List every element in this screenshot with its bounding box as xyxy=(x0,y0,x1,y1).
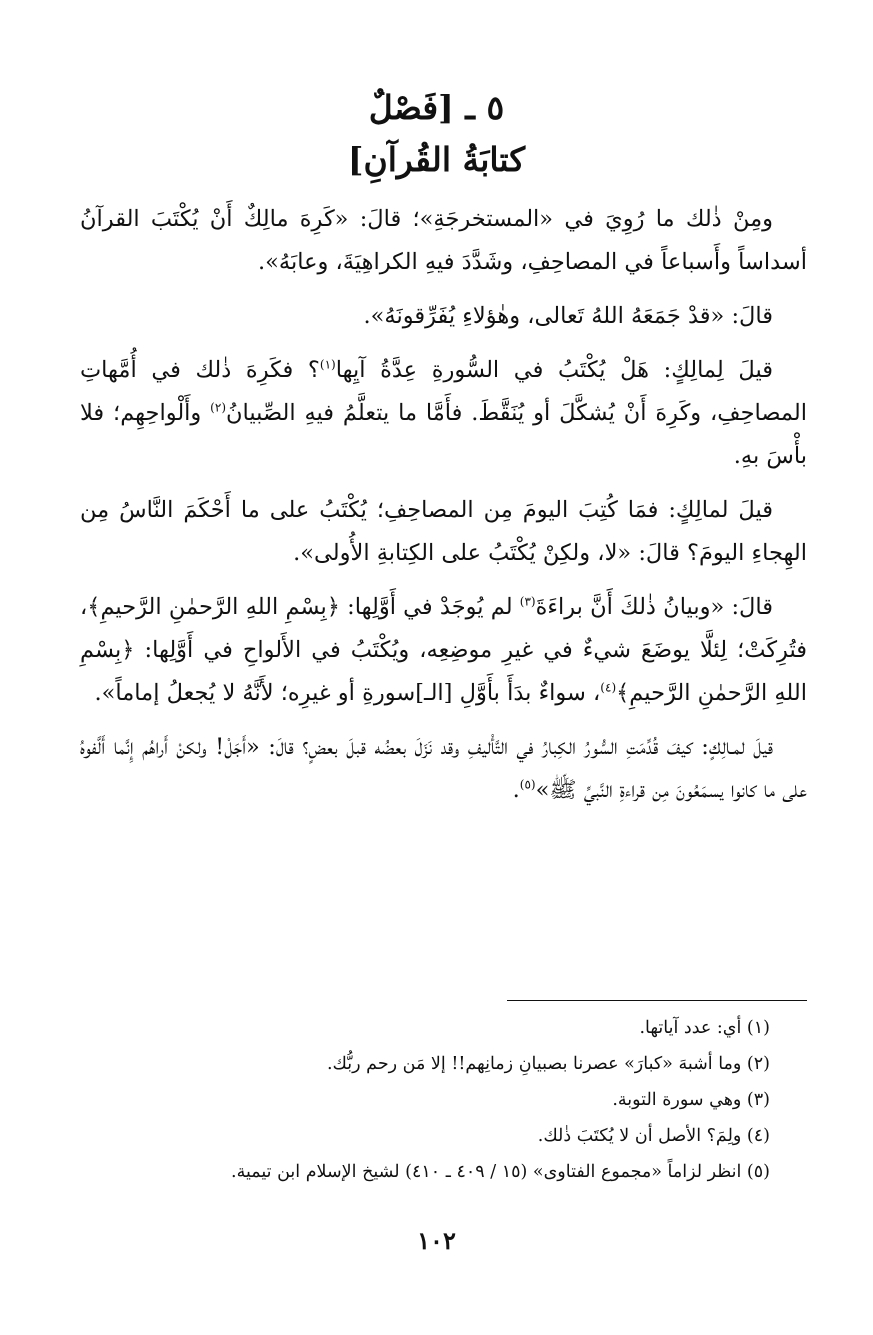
footnote-ref-2: (٢) xyxy=(210,400,226,415)
footnote-4: (٤) ولِمَ؟ الأصل أن لا يُكتَبَ ذٰلك. xyxy=(537,1126,770,1146)
paragraph-5-part-1: قالَ: «وبيانُ ذٰلكَ أَنَّ براءَةَ xyxy=(535,594,773,620)
footnotes xyxy=(80,1010,770,1190)
paragraph-5-part-2: لم يُوجَدْ في أَوَّلِها: ﴿بِسْمِ اللهِ الرَّحمٰنِ الرَّحيمِ﴾، فتُرِكَتْ؛ لِئلَّا يوضَعَ شيءٌ في غيرِ موضِعِه، ويُكْتَبُ في الأَلواحِ في أَوَّلِها: ﴿بِسْمِ اللهِ الرَّحمٰنِ الرَّحيمِ﴾ xyxy=(80,594,807,706)
paragraph-5 xyxy=(80,586,807,715)
paragraph-3-part-2: ؟ فكَرِهَ ذٰلك في أُمَّهاتِ المصاحِفِ، وكَرِهَ أَنْ يُشكَّلَ أو يُنَقَّطَ. فأَمَّا ما يتعلَّمُ فيهِ الصِّبيانُ xyxy=(80,357,807,426)
footnote-ref-3: (٣) xyxy=(519,594,536,609)
paragraph-4: قيلَ لمالِكٍ: فمَا كُتِبَ اليومَ مِن المصاحِفِ؛ يُكْتَبُ على ما أَحْكَمَ النَّاسُ مِن الهِجاءِ اليومَ؟ قالَ: «لا، ولكِنْ يُكْتَبُ على الكِتابةِ الأُولى». xyxy=(80,497,807,566)
paragraph-3-part-1: قيلَ لِمالِكٍ: هَلْ يُكْتَبُ في السُّورةِ عِدَّةُ آيِها xyxy=(335,357,773,383)
footnote-5: (٥) انظر لزاماً «مجموع الفتاوى» (١٥ / ٤٠٩ ـ ٤١٠) لشيخ الإسلام ابن تيمية. xyxy=(231,1162,770,1182)
footnote-ref-1: (١) xyxy=(319,357,336,372)
section-number-title: ٥ ـ [فَصْلٌ xyxy=(368,88,505,127)
paragraph-2: قالَ: «قدْ جَمَعَهُ اللهُ تَعالى، وهٰؤلاءِ يُفَرِّقونَهُ». xyxy=(363,303,773,329)
footnote-divider xyxy=(507,1000,807,1001)
footnote-1: (١) أي: عدد آياتها. xyxy=(639,1018,770,1038)
paragraph-1: ومِنْ ذٰلك ما رُوِيَ في «المستخرجَةِ»؛ قالَ: «كَرِهَ مالِكٌ أَنْ يُكْتَبَ القرآنُ أسداساً وأَسباعاً في المصاحِفِ، وشَدَّدَ فيهِ الكراهِيَةَ، وعابَهُ». xyxy=(80,206,807,275)
paragraph-5-part-3: ، سواءٌ بدَأَ بأَوَّلِ [الـ]سورةِ أو غيرِه؛ لأَنَّهُ لا يُجعلُ إماماً». xyxy=(94,680,601,706)
page-number: ١٠٢ xyxy=(417,1226,456,1255)
paragraph-6 xyxy=(80,726,807,812)
footnote-3: (٣) وهي سورة التوبة. xyxy=(612,1090,770,1110)
footnote-ref-4: (٤) xyxy=(600,680,617,695)
paragraph-3 xyxy=(80,349,807,478)
main-text xyxy=(80,198,807,823)
footnote-ref-5: (٥) xyxy=(519,777,536,792)
paragraph-6-part-1: قيلَ لمـالِكٍ: كيفَ قُدِّمَتِ السُّورُ الكِبارُ في التَّأْليفِ وقد نَزَلَ بعضُه قبلَ بعضٍ؟ قالَ: «أَجَلْ! ولكنْ أَراهُم إِنَّما أَلَّفوهُ على ما كانوا يسمَعُونَ مِن قراءةِ النَّبيِّ ﷺ» xyxy=(80,734,807,803)
section-subtitle: كتابَةُ القُرآنِ] xyxy=(347,140,526,179)
paragraph-3-part-3: وأَلْواحِهِم؛ فلا بأْسَ بهِ. xyxy=(80,400,807,469)
paragraph-6-part-2: . xyxy=(512,777,520,803)
footnote-2: (٢) وما أشبهَ «كبارَ» عصرنا بصبيانِ زمانِهم!! إلا مَن رحم ربُّك. xyxy=(326,1054,770,1074)
